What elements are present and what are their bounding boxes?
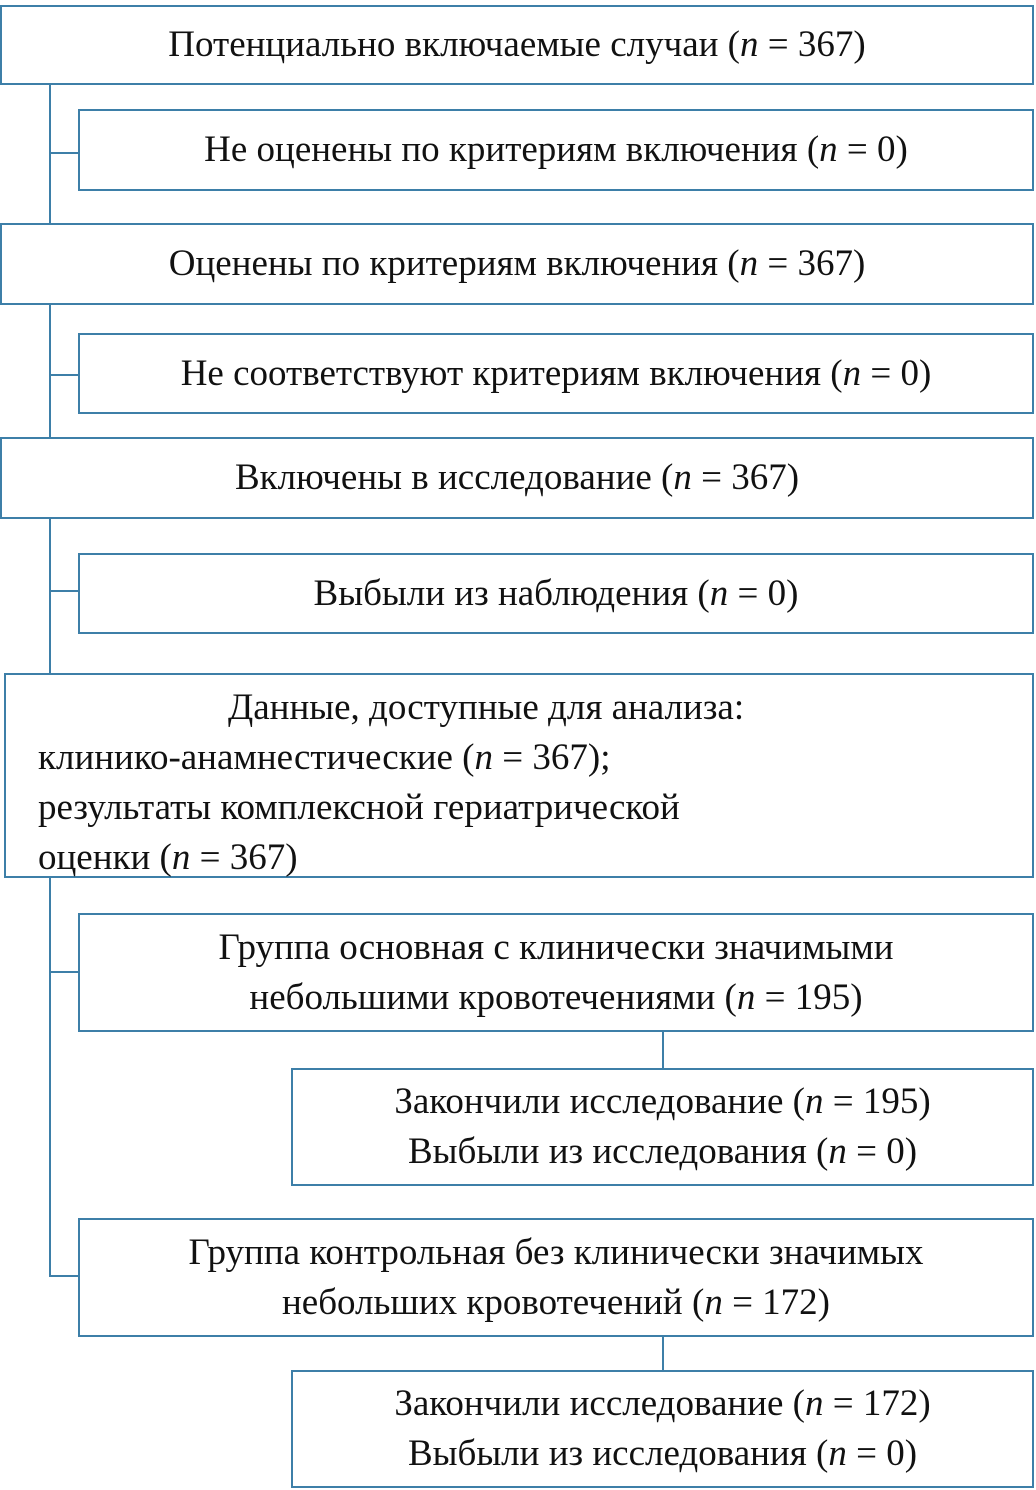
main-outcome-box [291, 1068, 1034, 1186]
not-assessed-box [78, 109, 1034, 191]
connector-main-outcome [662, 1031, 664, 1069]
control-outcome-box [291, 1370, 1034, 1488]
dropped-observation-box [78, 553, 1034, 634]
main-group-box [78, 913, 1034, 1032]
connector-branch-2 [49, 374, 79, 376]
connector-branch-4 [49, 971, 79, 973]
not-matching-text: Не соответствуют критериям включения (n = 0) [180, 352, 932, 394]
not-assessed-text: Не оценены по критериям включения (n = 0) [204, 129, 908, 170]
connector-trunk-2 [49, 304, 51, 438]
connector-trunk-1 [49, 84, 51, 224]
control-group-title: Группа контрольная без клинически значимых [188, 1231, 924, 1273]
connector-branch-3 [49, 590, 79, 592]
connector-control-outcome [662, 1336, 664, 1372]
assessed-text: Оценены по критериям включения (n = 367) [168, 243, 866, 284]
connector-branch-5 [49, 1275, 79, 1277]
available-data-geriatric-count: оценки (n = 367) [38, 837, 298, 878]
connector-trunk-4 [49, 876, 51, 1277]
included-text: Включены в исследование (n = 367) [234, 457, 800, 498]
not-matching-box [78, 333, 1034, 414]
control-group-box [78, 1218, 1034, 1337]
connector-branch-1 [49, 152, 79, 154]
connector-trunk-3 [49, 518, 51, 674]
available-data-box [4, 673, 1034, 878]
available-data-heading: Данные, доступные для анализа: [228, 687, 745, 728]
control-group-count: небольших кровотечений (n = 172) [281, 1281, 831, 1323]
dropped-observation-text: Выбыли из наблюдения (n = 0) [313, 572, 799, 614]
assessed-box [0, 223, 1034, 305]
control-outcome-dropped: Выбыли из исследования (n = 0) [407, 1433, 918, 1474]
main-group-title: Группа основная с клинически значимыми [218, 926, 894, 968]
main-outcome-completed: Закончили исследование (n = 195) [394, 1081, 931, 1122]
potential-cases-text: Потенциально включаемые случаи (n = 367) [168, 24, 866, 65]
main-group-count: небольшими кровотечениями (n = 195) [249, 976, 863, 1018]
included-box [0, 437, 1034, 519]
available-data-clinical: клинико-анамнестические (n = 367); [38, 737, 611, 778]
main-outcome-dropped: Выбыли из исследования (n = 0) [407, 1131, 918, 1172]
potential-cases-box [0, 5, 1034, 85]
control-outcome-completed: Закончили исследование (n = 172) [394, 1383, 931, 1424]
available-data-geriatric: результаты комплексной гериатрической [38, 787, 680, 828]
